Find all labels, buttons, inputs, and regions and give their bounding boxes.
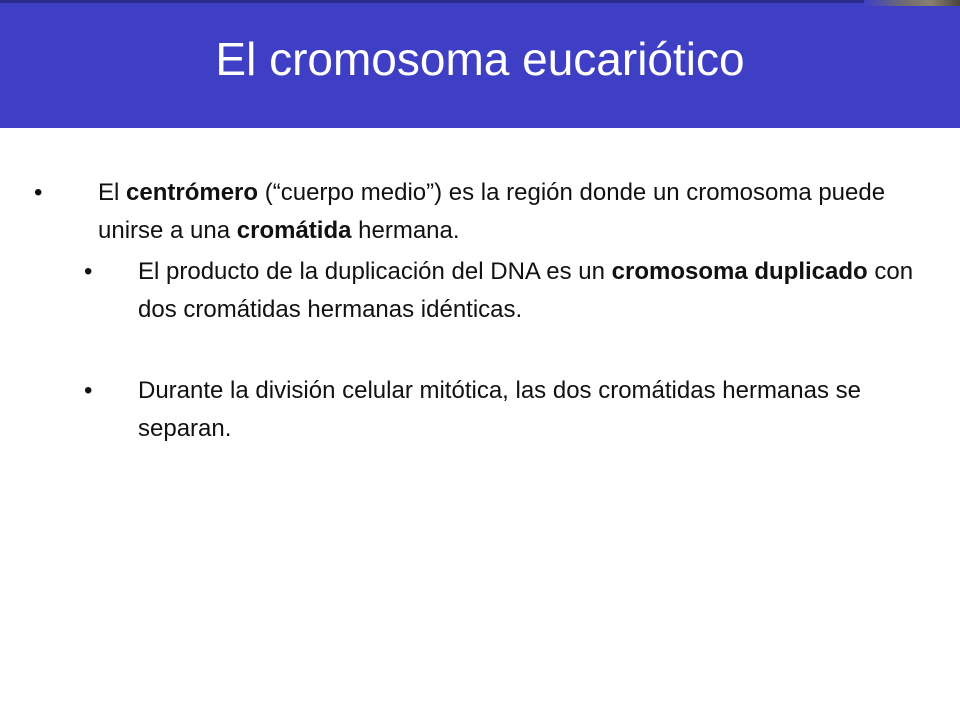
bullet-text: [98, 174, 898, 250]
bullet-marker: •: [84, 377, 93, 404]
title-band-top-line: [0, 0, 960, 3]
bullet-marker: •: [84, 258, 93, 285]
text-run-bold: cromosoma duplicado: [611, 258, 868, 285]
text-run: hermana.: [351, 217, 460, 244]
text-run: (“cuerpo medio”) es la región donde un cromosoma puede unirse a una: [98, 179, 886, 244]
corner-photo-fragment: [864, 0, 960, 6]
bullet-text: [138, 253, 928, 329]
text-run: con dos cromátidas hermanas idénticas.: [138, 258, 914, 323]
bullet-marker: •: [34, 179, 43, 206]
text-run-bold: cromátida: [236, 217, 352, 244]
slide-title: El cromosoma eucariótico: [215, 33, 745, 85]
text-run-bold: centrómero: [126, 179, 259, 206]
text-run: El: [98, 179, 127, 206]
text-run: Durante la división celular mitótica, las dos cromátidas hermanas se separan.: [138, 377, 861, 442]
bullet-text: [138, 372, 928, 448]
text-run: El producto de la duplicación del DNA es un: [138, 258, 612, 285]
